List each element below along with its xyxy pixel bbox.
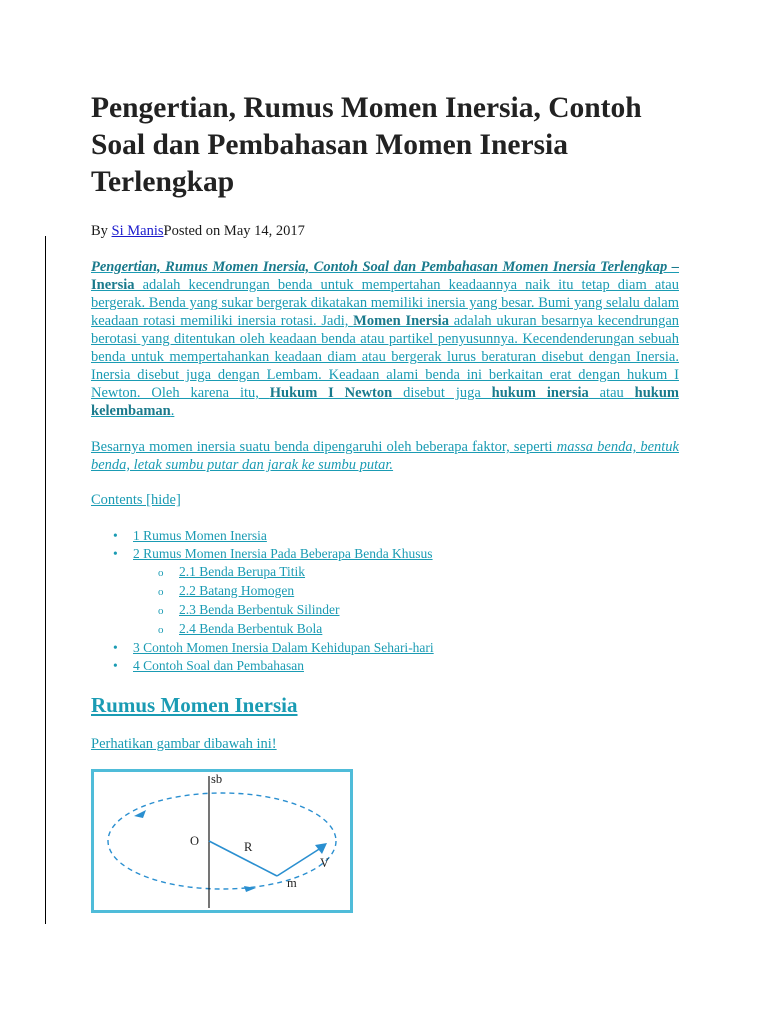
toc-label: 1 Rumus Momen Inersia <box>133 528 267 543</box>
toc-label: 2 Rumus Momen Inersia Pada Beberapa Benda Khusus <box>133 546 433 561</box>
intro-text-1: adalah kecendrungan benda untuk mempertahan keadaannya naik itu tetap diam atau bergerak. Benda yang sukar bergerak dikatakan memiliki inersia yang besar. Bumi yang selalu dalam keadaan rotasi memiliki inersia rotasi. Jadi, <box>91 277 679 329</box>
radius-line <box>209 841 277 876</box>
byline-prefix: By <box>91 223 112 239</box>
author-link[interactable]: Si Manis <box>111 223 164 239</box>
intro-text-4: atau <box>588 385 635 401</box>
toc-subitem[interactable] <box>158 582 679 601</box>
moment-of-inertia-figure <box>91 769 353 913</box>
toc-subitem[interactable] <box>158 601 679 620</box>
intro-bold-newton: Hukum I Newton <box>269 385 393 401</box>
posted-date: Posted on May 14, 2017 <box>163 223 305 239</box>
toc-sublabel: 2.1 Benda Berupa Titik <box>179 564 306 579</box>
bullet-icon: • <box>113 546 118 561</box>
circle-bullet-icon: o <box>158 605 164 617</box>
intro-bold-kelembaman: hukum kelembaman <box>91 385 679 419</box>
contents-toggle[interactable]: Contents [hide] <box>91 492 181 508</box>
intro-lead: Pengertian, Rumus Momen Inersia, Contoh Soal dan Pembahasan Momen Inersia Terlengkap – <box>91 259 679 275</box>
circle-bullet-icon: o <box>158 586 164 598</box>
toc-sublabel: 2.4 Benda Berbentuk Bola <box>179 621 323 636</box>
toc-item[interactable] <box>113 545 679 639</box>
origin-label: O <box>190 834 200 848</box>
bullet-icon: • <box>113 640 118 655</box>
intro-bold-inersia: Inersia <box>91 277 135 293</box>
section-lead[interactable]: Perhatikan gambar dibawah ini! <box>91 736 277 752</box>
byline <box>91 223 679 240</box>
toc-sublabel: 2.3 Benda Berbentuk Silinder <box>179 602 340 617</box>
orbit-arrow-icon <box>134 810 146 818</box>
mass-label: m <box>287 876 297 890</box>
toc-subitem[interactable] <box>158 620 679 639</box>
toc-item[interactable] <box>113 527 679 545</box>
intro-bold-hukum-inersia: hukum inersia <box>491 385 589 401</box>
section-heading[interactable]: Rumus Momen Inersia <box>91 693 298 717</box>
circle-bullet-icon: o <box>158 567 164 579</box>
toc-item[interactable] <box>113 657 679 675</box>
bullet-icon: • <box>113 528 118 543</box>
toc-item[interactable] <box>113 639 679 657</box>
orbit-path <box>108 793 336 889</box>
bullet-icon: • <box>113 658 118 673</box>
toc-label: 4 Contoh Soal dan Pembahasan <box>133 658 304 673</box>
rotation-diagram <box>94 772 350 910</box>
velocity-vector <box>277 846 324 876</box>
factors-paragraph[interactable] <box>91 438 679 474</box>
toc-label: 3 Contoh Momen Inersia Dalam Kehidupan Sehari-hari <box>133 640 434 655</box>
toc-sublabel: 2.2 Batang Homogen <box>179 583 295 598</box>
velocity-arrow-icon <box>315 843 327 854</box>
article-title: Pengertian, Rumus Momen Inersia, Contoh Soal dan Pembahasan Momen Inersia Terlengkap <box>91 92 642 198</box>
intro-text-2: adalah ukuran besarnya kecendrungan berotasi yang ditentukan oleh keadaan benda atau partikel penyusunnya. Kecendenderungan sebuah benda untuk mempertahankan keadaan diam atau bergerak lurus beraturan disebut dengan Inersia. Inersia disebut juga dengan Lembam. Keadaan alami benda ini berkaitan erat dengan hukum I Newton. Oleh karena itu, <box>91 313 680 401</box>
intro-text-3: disebut juga <box>392 385 492 401</box>
intro-bold-momen: Momen Inersia <box>353 313 449 329</box>
radius-label: R <box>244 840 253 854</box>
table-of-contents <box>91 527 679 675</box>
axis-label: sb <box>211 772 223 786</box>
toc-subitem[interactable] <box>158 563 679 582</box>
factors-italic: massa benda, bentuk benda, letak sumbu putar dan jarak ke sumbu putar. <box>91 439 679 473</box>
circle-bullet-icon: o <box>158 624 164 636</box>
velocity-label: V <box>320 856 330 870</box>
intro-text-5: . <box>170 403 175 419</box>
margin-rule <box>45 236 46 924</box>
factors-text: Besarnya momen inersia suatu benda dipengaruhi oleh beberapa faktor, seperti <box>91 439 557 455</box>
article <box>91 90 679 913</box>
intro-paragraph[interactable] <box>91 258 679 420</box>
toc-sublist <box>113 563 679 639</box>
